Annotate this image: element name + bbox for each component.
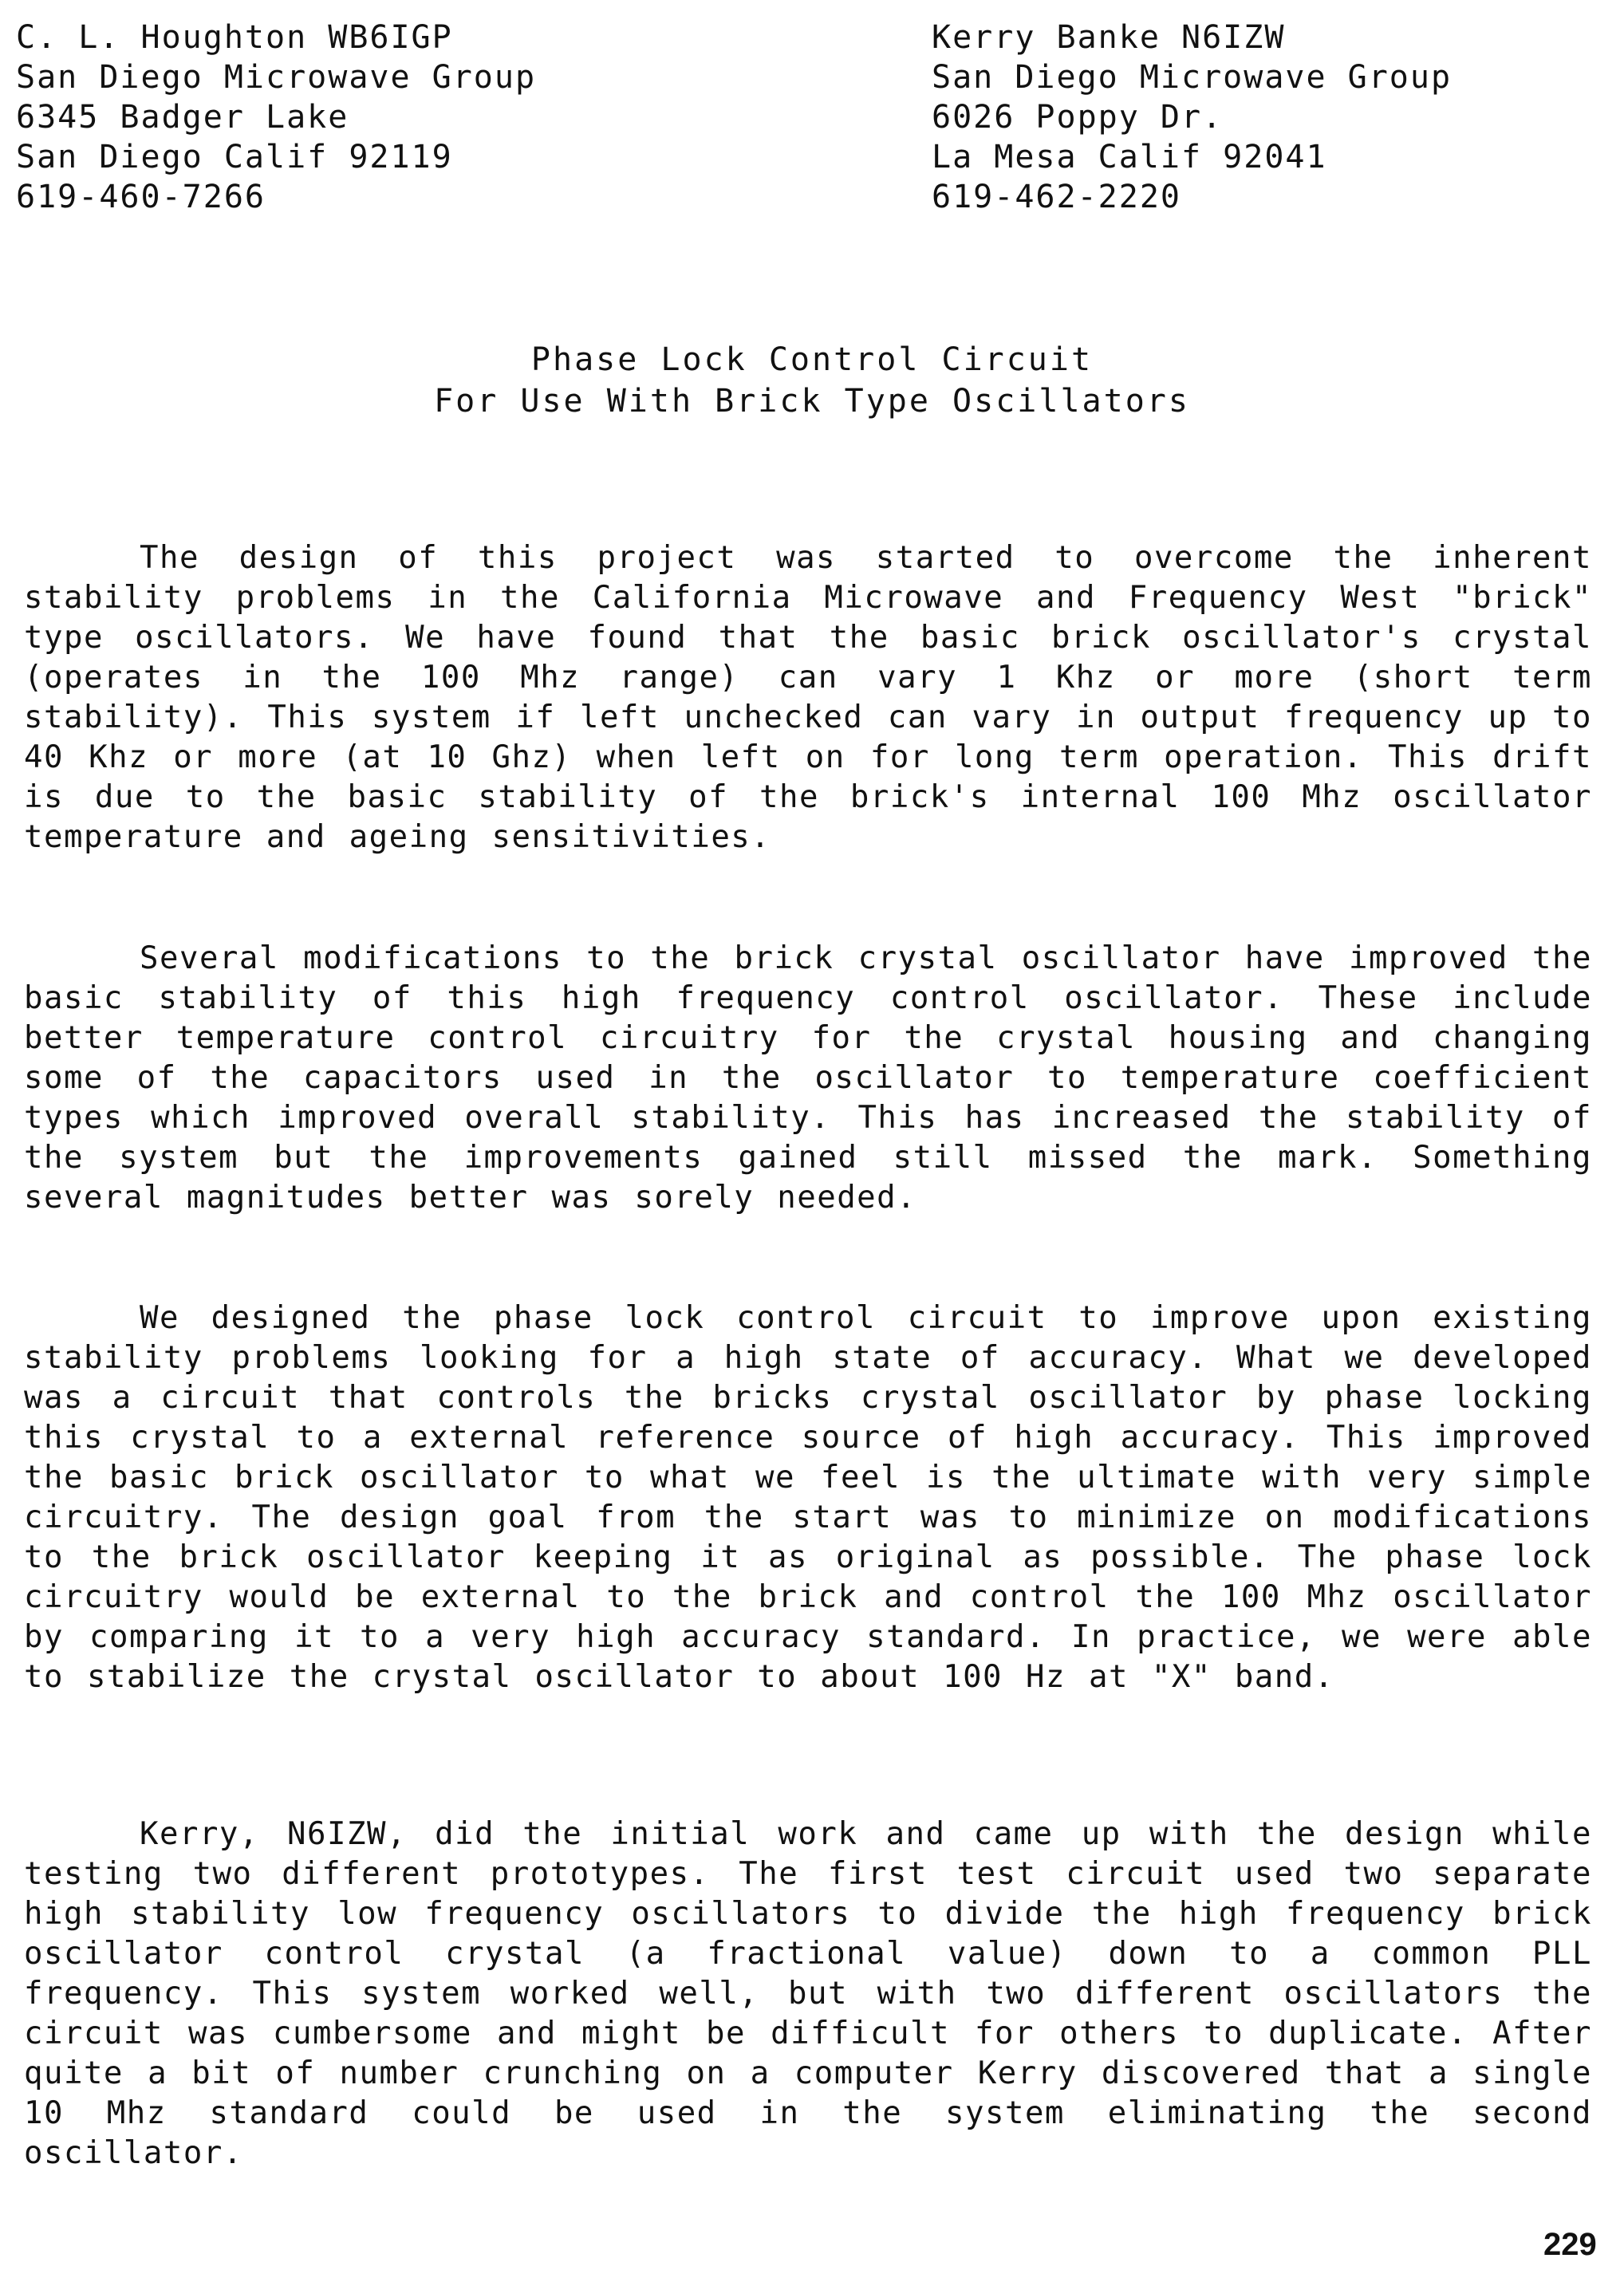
author-address-right (932, 18, 1452, 217)
author-organization: San Diego Microwave Group (16, 59, 537, 96)
body-paragraph-2: Several modifications to the brick crystal oscillator have improved the basic stability of this high frequency control oscillator. These include better temperature control circuitry for the crystal housing and changing some of the capacitors used in the oscillator to temperature coefficient types which improved overall stability. This has increased the stability of the system but the improvements gained still missed the mark. Something several magnitudes better was sorely needed. (24, 940, 1592, 1216)
title-line-2: For Use With Brick Type Oscillators (434, 383, 1190, 420)
author-street: 6345 Badger Lake (16, 99, 349, 136)
author-address-left (16, 18, 536, 217)
page-number: 229 (1543, 2227, 1597, 2262)
body-paragraph-1: The design of this project was started to overcome the inherent stability problems in the California Microwave and Frequency West "brick" type oscillators. We have found that the basic brick oscillator's crystal (operates in the 100 Mhz range) can vary 1 Khz or more (short term stability). This system if left unchecked can vary in output frequency up to 40 Khz or more (at 10 Ghz) when left on for long term operation. This drift is due to the basic stability of the brick's internal 100 Mhz oscillator temperature and ageing sensitivities. (24, 540, 1592, 855)
author-city: San Diego Calif 92119 (16, 139, 453, 175)
author-city: La Mesa Calif 92041 (932, 139, 1327, 175)
body-paragraph-4: Kerry, N6IZW, did the initial work and came up with the design while testing two different prototypes. The first test circuit used two separate high stability low frequency oscillators to divide the high frequency brick oscillator control crystal (a fractional value) down to a common PLL frequency. This system worked well, but with two different oscillators the circuit was cumbersome and might be difficult for others to duplicate. After quite a bit of number crunching on a computer Kerry discovered that a single 10 Mhz standard could be used in the system eliminating the second oscillator. (24, 1816, 1592, 2171)
author-phone: 619-460-7266 (16, 179, 266, 215)
author-organization: San Diego Microwave Group (932, 59, 1453, 96)
document-title (0, 339, 1624, 422)
title-line-1: Phase Lock Control Circuit (530, 341, 1094, 378)
author-name: C. L. Houghton WB6IGP (16, 19, 453, 56)
author-name: Kerry Banke N6IZW (932, 19, 1286, 56)
body-paragraph-3: We designed the phase lock control circuit to improve upon existing stability problems looking for a high state of accuracy. What we developed was a circuit that controls the bricks crystal oscillator by phase locking this crystal to a external reference source of high accuracy. This improved the basic brick oscillator to what we feel is the ultimate with very simple circuitry. The design goal from the start was to minimize on modifications to the brick oscillator keeping it as original as possible. The phase lock circuitry would be external to the brick and control the 100 Mhz oscillator by comparing it to a very high accuracy standard. In practice, we were able to stabilize the crystal oscillator to about 100 Hz at "X" band. (24, 1300, 1592, 1695)
author-phone: 619-462-2220 (932, 179, 1181, 215)
author-street: 6026 Poppy Dr. (932, 99, 1224, 136)
